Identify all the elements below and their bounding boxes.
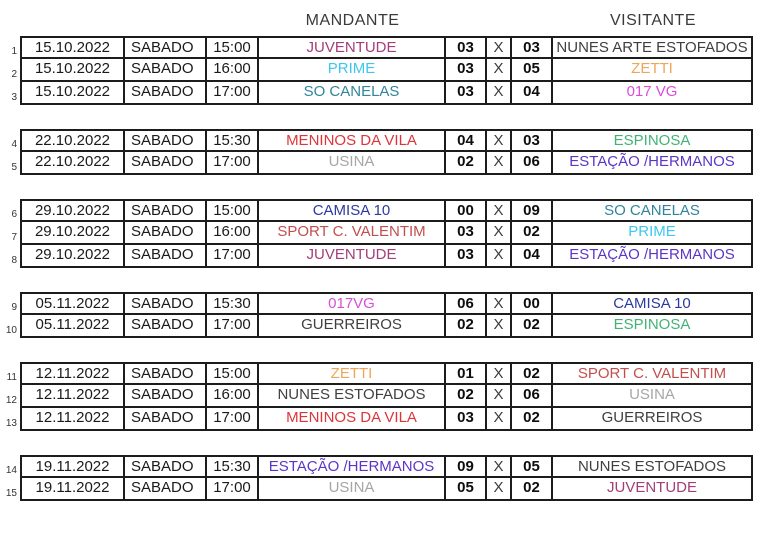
- away-score: 05: [512, 59, 553, 82]
- away-score: 04: [512, 82, 553, 105]
- row-number: 15: [5, 488, 17, 499]
- home-score: 03: [446, 408, 487, 431]
- match-time: 15:30: [207, 292, 259, 315]
- away-score: 03: [512, 129, 553, 152]
- match-time: 17:00: [207, 408, 259, 431]
- home-team: ZETTI: [259, 362, 446, 385]
- home-score: 03: [446, 36, 487, 59]
- away-score: 02: [512, 362, 553, 385]
- home-score: 01: [446, 362, 487, 385]
- match-date: 05.11.2022: [20, 315, 125, 338]
- match-date: 15.10.2022: [20, 82, 125, 105]
- away-score: 00: [512, 292, 553, 315]
- home-score: 06: [446, 292, 487, 315]
- match-time: 16:00: [207, 385, 259, 408]
- table-row: [0, 315, 755, 338]
- match-day: SABADO: [125, 82, 207, 105]
- fixture-block: [0, 36, 755, 105]
- table-row: [0, 222, 755, 245]
- away-team: ESTAÇÃO /HERMANOS: [553, 245, 753, 268]
- match-date: 12.11.2022: [20, 408, 125, 431]
- away-score: 05: [512, 455, 553, 478]
- table-row: [0, 408, 755, 431]
- mandante-header: MANDANTE: [305, 12, 400, 29]
- match-day: SABADO: [125, 455, 207, 478]
- score-separator: X: [487, 408, 512, 431]
- score-separator: X: [487, 199, 512, 222]
- match-time: 17:00: [207, 245, 259, 268]
- table-row: [0, 362, 755, 385]
- match-day: SABADO: [125, 222, 207, 245]
- away-score: 02: [512, 408, 553, 431]
- match-date: 15.10.2022: [20, 59, 125, 82]
- table-row: [0, 292, 755, 315]
- home-score: 03: [446, 245, 487, 268]
- row-number: 6: [11, 209, 17, 220]
- home-team: SPORT C. VALENTIM: [259, 222, 446, 245]
- home-team: JUVENTUDE: [259, 245, 446, 268]
- score-separator: X: [487, 292, 512, 315]
- match-date: 22.10.2022: [20, 152, 125, 175]
- home-score: 03: [446, 222, 487, 245]
- row-number: 7: [11, 232, 17, 243]
- home-team: ESTAÇÃO /HERMANOS: [259, 455, 446, 478]
- match-day: SABADO: [125, 385, 207, 408]
- away-team: PRIME: [553, 222, 753, 245]
- score-separator: X: [487, 478, 512, 501]
- away-team: ESPINOSA: [553, 129, 753, 152]
- match-date: 12.11.2022: [20, 385, 125, 408]
- away-score: 02: [512, 315, 553, 338]
- home-score: 02: [446, 315, 487, 338]
- home-team: NUNES ESTOFADOS: [259, 385, 446, 408]
- row-number: 2: [11, 69, 17, 80]
- row-number: 3: [11, 92, 17, 103]
- match-time: 15:00: [207, 36, 259, 59]
- table-row: [0, 152, 755, 175]
- match-time: 15:00: [207, 199, 259, 222]
- table-row: [0, 199, 755, 222]
- match-date: 05.11.2022: [20, 292, 125, 315]
- match-date: 12.11.2022: [20, 362, 125, 385]
- away-team: SPORT C. VALENTIM: [553, 362, 753, 385]
- away-team: 017 VG: [553, 82, 753, 105]
- away-score: 02: [512, 478, 553, 501]
- match-time: 17:00: [207, 478, 259, 501]
- match-date: 19.11.2022: [20, 478, 125, 501]
- match-day: SABADO: [125, 199, 207, 222]
- score-separator: X: [487, 129, 512, 152]
- match-day: SABADO: [125, 292, 207, 315]
- match-date: 29.10.2022: [20, 222, 125, 245]
- home-team: JUVENTUDE: [259, 36, 446, 59]
- away-score: 06: [512, 385, 553, 408]
- away-team: USINA: [553, 385, 753, 408]
- home-team: USINA: [259, 152, 446, 175]
- score-separator: X: [487, 59, 512, 82]
- home-score: 00: [446, 199, 487, 222]
- away-team: JUVENTUDE: [553, 478, 753, 501]
- row-number: 4: [11, 139, 17, 150]
- home-team: USINA: [259, 478, 446, 501]
- home-team: MENINOS DA VILA: [259, 129, 446, 152]
- row-number: 14: [5, 465, 17, 476]
- fixture-blocks: [0, 36, 755, 501]
- match-day: SABADO: [125, 478, 207, 501]
- fixture-block: [0, 362, 755, 431]
- match-date: 19.11.2022: [20, 455, 125, 478]
- table-row: [0, 385, 755, 408]
- away-team: CAMISA 10: [553, 292, 753, 315]
- home-score: 02: [446, 152, 487, 175]
- away-team: NUNES ARTE ESTOFADOS: [553, 36, 753, 59]
- away-score: 09: [512, 199, 553, 222]
- table-row: [0, 245, 755, 268]
- table-row: [0, 455, 755, 478]
- match-time: 16:00: [207, 222, 259, 245]
- away-team: ZETTI: [553, 59, 753, 82]
- home-score: 02: [446, 385, 487, 408]
- away-score: 04: [512, 245, 553, 268]
- match-day: SABADO: [125, 152, 207, 175]
- home-team: MENINOS DA VILA: [259, 408, 446, 431]
- fixture-block: [0, 455, 755, 501]
- away-team: ESPINOSA: [553, 315, 753, 338]
- match-day: SABADO: [125, 245, 207, 268]
- match-date: 15.10.2022: [20, 36, 125, 59]
- match-day: SABADO: [125, 315, 207, 338]
- away-team: SO CANELAS: [553, 199, 753, 222]
- table-row: [0, 82, 755, 105]
- score-separator: X: [487, 245, 512, 268]
- home-score: 09: [446, 455, 487, 478]
- away-score: 03: [512, 36, 553, 59]
- score-separator: X: [487, 455, 512, 478]
- away-score: 06: [512, 152, 553, 175]
- match-day: SABADO: [125, 129, 207, 152]
- row-number: 8: [11, 255, 17, 266]
- row-number: 10: [5, 325, 17, 336]
- match-time: 15:30: [207, 129, 259, 152]
- row-number: 5: [11, 162, 17, 173]
- fixture-block: [0, 292, 755, 338]
- table-row: [0, 129, 755, 152]
- home-team: GUERREIROS: [259, 315, 446, 338]
- home-score: 05: [446, 478, 487, 501]
- match-day: SABADO: [125, 408, 207, 431]
- match-time: 17:00: [207, 82, 259, 105]
- fixture-block: [0, 129, 755, 175]
- match-date: 29.10.2022: [20, 199, 125, 222]
- home-team: PRIME: [259, 59, 446, 82]
- match-time: 16:00: [207, 59, 259, 82]
- column-headers: [20, 6, 755, 36]
- match-time: 17:00: [207, 152, 259, 175]
- away-score: 02: [512, 222, 553, 245]
- home-score: 03: [446, 82, 487, 105]
- score-separator: X: [487, 222, 512, 245]
- home-team: SO CANELAS: [259, 82, 446, 105]
- score-separator: X: [487, 315, 512, 338]
- table-row: [0, 478, 755, 501]
- away-team: ESTAÇÃO /HERMANOS: [553, 152, 753, 175]
- row-number: 1: [11, 46, 17, 57]
- score-separator: X: [487, 152, 512, 175]
- row-number: 11: [6, 372, 17, 383]
- row-number: 13: [5, 418, 17, 429]
- visitante-header: VISITANTE: [610, 12, 696, 29]
- table-row: [0, 36, 755, 59]
- home-team: 017VG: [259, 292, 446, 315]
- away-team: NUNES ESTOFADOS: [553, 455, 753, 478]
- home-score: 04: [446, 129, 487, 152]
- score-separator: X: [487, 362, 512, 385]
- match-day: SABADO: [125, 362, 207, 385]
- score-separator: X: [487, 385, 512, 408]
- match-time: 17:00: [207, 315, 259, 338]
- score-separator: X: [487, 36, 512, 59]
- away-team: GUERREIROS: [553, 408, 753, 431]
- match-date: 22.10.2022: [20, 129, 125, 152]
- score-separator: X: [487, 82, 512, 105]
- home-score: 03: [446, 59, 487, 82]
- row-number: 9: [11, 302, 17, 313]
- table-row: [0, 59, 755, 82]
- match-time: 15:00: [207, 362, 259, 385]
- match-day: SABADO: [125, 36, 207, 59]
- fixture-block: [0, 199, 755, 268]
- match-date: 29.10.2022: [20, 245, 125, 268]
- row-number: 12: [5, 395, 17, 406]
- home-team: CAMISA 10: [259, 199, 446, 222]
- match-day: SABADO: [125, 59, 207, 82]
- match-time: 15:30: [207, 455, 259, 478]
